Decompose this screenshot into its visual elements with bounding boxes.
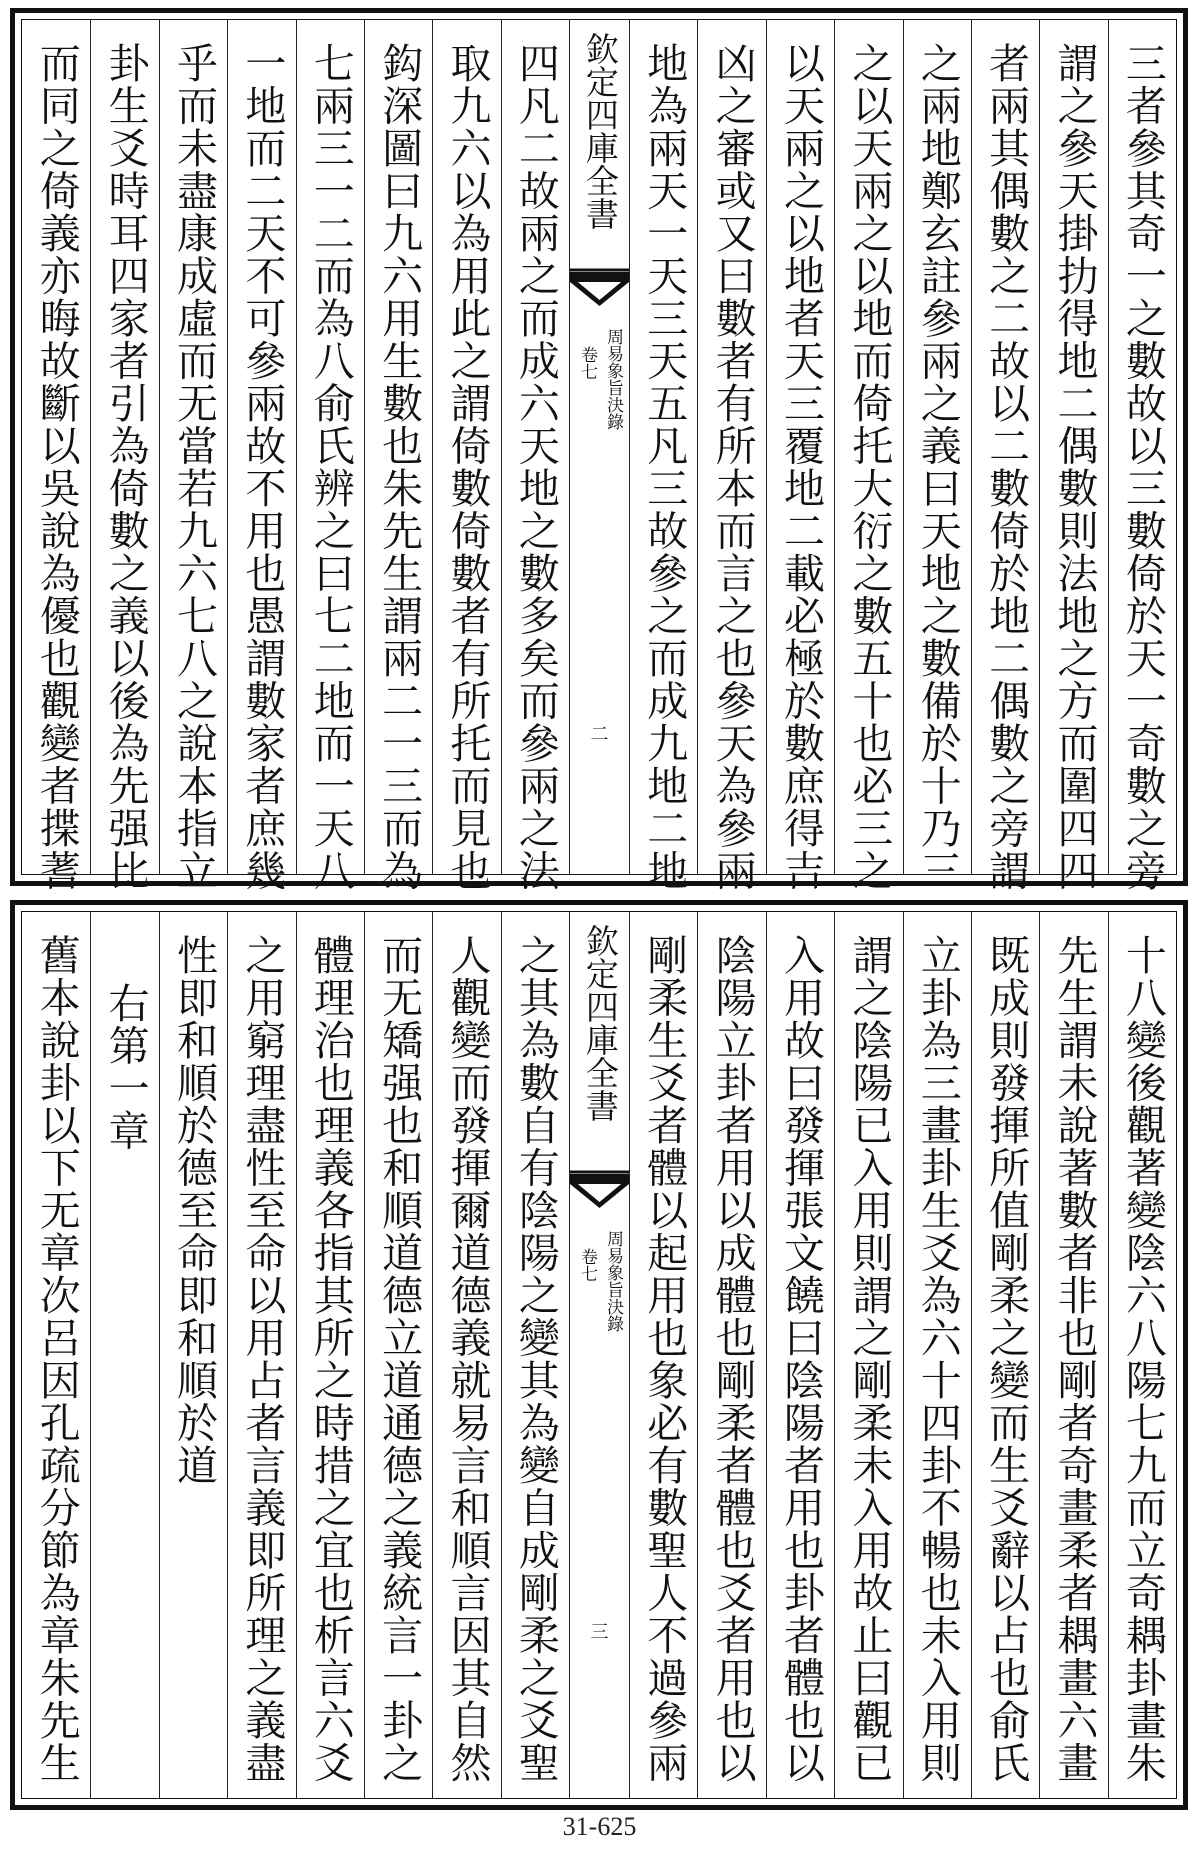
text-column — [432, 912, 500, 1798]
footer-page-number: 31-625 — [562, 1812, 637, 1841]
text-column — [364, 20, 432, 892]
column-text: 取九六以為用此之謂倚數倚數者有所托而見也 — [443, 42, 492, 892]
text-column — [227, 912, 295, 1798]
column-text: 凶之審或又曰數者有所本而言之也參天為參兩 — [708, 42, 757, 892]
text-column — [432, 20, 500, 892]
text-column — [296, 20, 364, 892]
text-column — [1108, 912, 1176, 1798]
text-column — [834, 912, 902, 1798]
text-column — [903, 912, 971, 1798]
column-text: 立卦為三畫卦生爻為六十四卦不暢也未入用則 — [913, 934, 962, 1784]
top-folio — [10, 8, 1188, 892]
text-column — [629, 20, 697, 892]
column-text: 謂之陰陽已入用則謂之剛柔未入用故止曰觀已 — [845, 934, 894, 1784]
book-title: 周易象旨決錄 — [603, 1230, 623, 1332]
library-title: 欽定四庫全書 — [580, 32, 620, 230]
text-column — [90, 20, 158, 892]
text-column — [766, 912, 834, 1798]
column-text: 既成則發揮所值剛柔之變而生爻辭以占也俞氏 — [982, 934, 1031, 1784]
column-text: 入用故曰發揮張文饒曰陰陽者用也卦者體也以 — [776, 934, 825, 1784]
fish-tail-mark-icon — [570, 268, 629, 312]
column-text: 十八變後觀著變陰六八陽七九而立奇耦卦畫朱 — [1118, 934, 1167, 1784]
column-text: 卦生爻時耳四家者引為倚數之義以後為先强比 — [101, 42, 150, 892]
text-column — [629, 912, 697, 1798]
text-column — [159, 20, 227, 892]
column-text: 者兩其偶數之二故以二數倚於地二偶數之旁謂 — [982, 42, 1031, 892]
text-column — [903, 20, 971, 892]
text-column — [1039, 912, 1107, 1798]
text-column — [1039, 20, 1107, 892]
leaf-number: 三 — [590, 1622, 609, 1643]
center-gutter — [569, 20, 629, 874]
column-text: 乎而未盡康成虛而无當若九六七八之說本指立 — [169, 42, 218, 892]
column-text: 性即和順於德至命即和順於道 — [169, 934, 218, 1487]
juan-number: 卷七 — [577, 346, 597, 380]
column-text: 謂之參天掛扐得地二偶數則法地之方而圍四四 — [1050, 42, 1099, 892]
top-folio-frame — [21, 19, 1177, 892]
column-text: 體理治也理義各指其所之時措之宜也析言六爻 — [306, 934, 355, 1784]
text-column — [501, 912, 569, 1798]
book-title: 周易象旨決錄 — [603, 328, 623, 430]
text-column — [90, 912, 158, 1798]
column-text: 人觀變而發揮爾道德義就易言和順言因其自然 — [443, 934, 492, 1784]
text-column — [971, 912, 1039, 1798]
text-column — [834, 20, 902, 892]
column-text: 四凡二故兩之而成六天地之數多矣而參兩之法 — [511, 42, 560, 892]
column-text: 三者參其奇一之數故以三數倚於天一奇數之旁 — [1118, 42, 1167, 892]
column-text: 之用窮理盡性至命以用占者言義即所理之義盡 — [238, 934, 287, 1784]
bottom-folio-frame — [21, 911, 1177, 1799]
bottom-folio — [10, 900, 1188, 1810]
column-text: 之以天兩之以地而倚托大衍之數五十也必三之 — [845, 42, 894, 892]
text-column — [697, 912, 765, 1798]
library-title: 欽定四庫全書 — [580, 924, 620, 1122]
column-text: 剛柔生爻者體以起用也象必有數聖人不過參兩 — [640, 934, 689, 1784]
column-text: 之兩地鄭玄註參兩之義曰天地之數備於十乃三 — [913, 42, 962, 892]
column-text: 以天兩之以地者天三覆地二載必極於數庶得吉 — [776, 42, 825, 892]
column-text: 右第一章 — [101, 982, 150, 1152]
column-text: 一地而二天不可參兩故不用也愚謂數家者庶幾 — [238, 42, 287, 892]
fish-tail-mark-icon — [570, 1170, 629, 1214]
text-column — [22, 912, 90, 1798]
juan-number: 卷七 — [577, 1248, 597, 1282]
text-column — [364, 912, 432, 1798]
column-text: 七兩三一二而為八俞氏辨之曰七二地而一天八 — [306, 42, 355, 892]
column-text: 地為兩天一天三天五凡三故參之而成九地二地 — [640, 42, 689, 892]
text-column — [296, 912, 364, 1798]
center-gutter — [569, 912, 629, 1798]
text-column — [501, 20, 569, 892]
column-text: 先生謂未說著數者非也剛者奇畫柔者耦畫六畫 — [1050, 934, 1099, 1784]
column-text: 之其為數自有陰陽之變其為變自成剛柔之爻聖 — [511, 934, 560, 1784]
column-text: 舊本說卦以下无章次呂因孔疏分節為章朱先生 — [32, 934, 81, 1784]
text-column — [697, 20, 765, 892]
column-text: 陰陽立卦者用以成體也剛柔者體也爻者用也以 — [708, 934, 757, 1784]
text-column — [1108, 20, 1176, 892]
text-column — [22, 20, 90, 892]
column-text: 而无矯强也和順道德立道通德之義統言一卦之 — [375, 934, 424, 1784]
text-column — [159, 912, 227, 1798]
text-column — [971, 20, 1039, 892]
text-column — [766, 20, 834, 892]
column-text: 鈎深圖曰九六用生數也朱先生謂兩二一三而為 — [375, 42, 424, 892]
column-text: 而同之倚義亦晦故斷以吳說為優也觀變者揲蓍 — [32, 42, 81, 892]
leaf-number: 二 — [590, 724, 609, 745]
text-column — [227, 20, 295, 892]
